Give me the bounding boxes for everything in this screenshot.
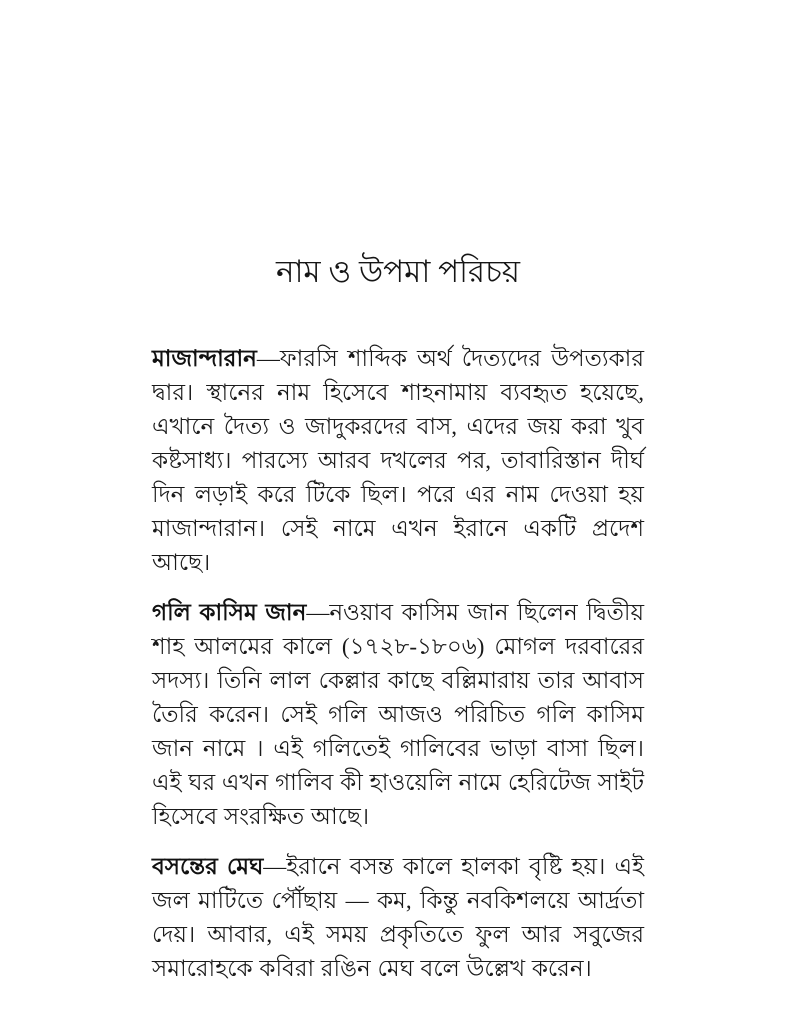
entry-separator: — [256,346,280,372]
text-block [152,252,644,986]
entry-body: ইরানে বসন্ত কালে হালকা বৃষ্টি হয়। এই জল মাটিতে পৌঁছায় — কম, কিন্তু নবকিশলয়ে আর্দ্রতা দেয়। আবার, এই সময় প্রকৃতিতে ফুল আর সবুজের সমারোহকে কবিরা রঙিন মেঘ বলে উল্লেখ করেন। [152,854,644,982]
entry-separator: — [306,600,330,626]
entry-paragraph-mazandaran [152,342,644,580]
entry-separator: — [263,854,287,880]
entry-body: ফারসি শাব্দিক অর্থ দৈত্যদের উপত্যকার দ্বার। স্থানের নাম হিসেবে শাহনামায় ব্যবহৃত হয়েছে, এখানে দৈত্য ও জাদুকরদের বাস, এদের জয় করা খুব কষ্টসাধ্য। পারস্যে আরব দখলের পর, তাবারিস্তান দীর্ঘ দিন লড়াই করে টিকে ছিল। পরে এর নাম দেওয়া হয় মাজান্দারান। সেই নামে এখন ইরানে একটি প্রদেশ আছে। [152,346,644,576]
entry-term: বসন্তের মেঘ [152,854,264,880]
entry-body: নওয়াব কাসিম জান ছিলেন দ্বিতীয় শাহ আলমের কালে (১৭২৮-১৮০৬) মোগল দরবারের সদস্য। তিনি লাল কেল্লার কাছে বল্লিমারায় তার আবাস তৈরি করেন। সেই গলি আজও পরিচিত গলি কাসিম জান নামে । এই গলিতেই গালিবের ভাড়া বাসা ছিল। এই ঘর এখন গালিব কী হাওয়েলি নামে হেরিটেজ সাইট হিসেবে সংরক্ষিত আছে। [152,600,644,830]
entry-term: মাজান্দারান [152,346,257,372]
page-title: নাম ও উপমা পরিচয় [275,254,521,289]
entry-paragraph-gali-qasim-jan [152,596,644,834]
entry-term: গলি কাসিম জান [152,600,307,626]
entry-paragraph-spring-cloud [152,850,644,986]
